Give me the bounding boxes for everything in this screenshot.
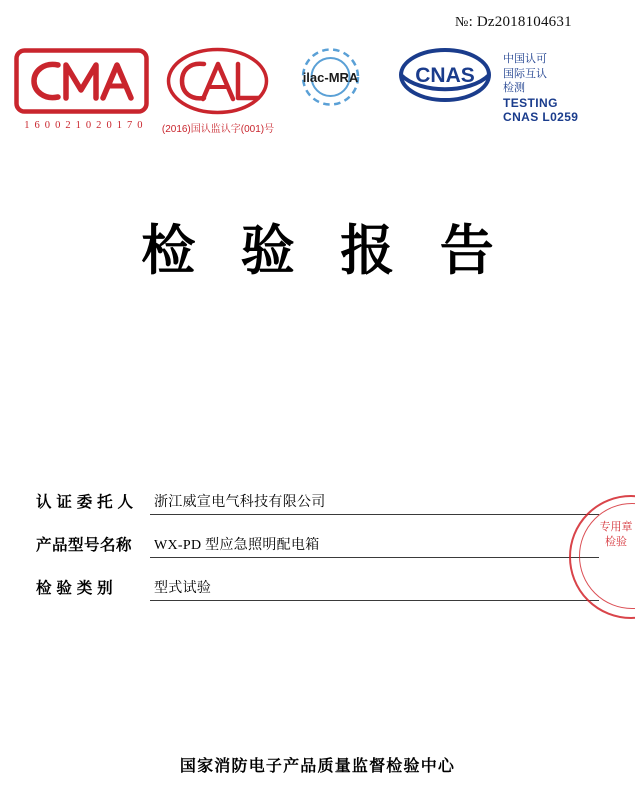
cnas-line-4: TESTING [503,95,558,110]
cal-logo-icon [165,46,270,116]
accreditation-logo-row [0,40,635,155]
issuing-organization: 国家消防电子产品质量监督检验中心 [179,758,456,775]
field-row-product [36,525,599,568]
field-row-client [36,482,599,525]
cnas-line-3: 检测 [503,82,525,94]
cma-logo-icon [14,48,149,114]
cnas-accreditation-text [503,52,623,125]
field-value-client: 浙江威宣电气科技有限公司 [154,495,326,510]
report-number: №: Dz2018104631 [455,14,572,30]
cal-code: (2016)国认监认字(001)号 [161,124,275,135]
field-underline-product [150,557,599,558]
field-underline-test-type [150,600,599,601]
report-number-value: Dz2018104631 [476,14,572,30]
field-list [36,482,599,611]
ilac-mra-logo-icon [283,46,378,118]
cnas-line-5: CNAS L0259 [503,110,579,124]
field-value-product: WX-PD 型应急照明配电箱 [154,538,320,553]
cnas-line-1: 中国认可 [503,53,547,65]
report-number-label: № [455,15,469,30]
field-label-product: 产品型号名称 [36,537,133,554]
official-seal-text: 专用章检验 [599,521,633,548]
field-underline-client [150,514,599,515]
field-value-test-type: 型式试验 [154,581,212,596]
svg-text:CNAS: CNAS [415,64,475,87]
cma-code: 1 6 0 0 2 1 0 2 0 1 7 0 [24,120,144,131]
svg-text:ilac-MRA: ilac-MRA [302,70,359,85]
cnas-logo-icon [390,46,500,120]
field-label-client: 认 证 委 托 人 [36,494,134,511]
page-title: 检 验 报 告 [141,221,510,281]
field-row-test-type [36,568,599,611]
cnas-line-2: 国际互认 [503,67,547,80]
field-label-test-type: 检 验 类 别 [36,580,114,597]
